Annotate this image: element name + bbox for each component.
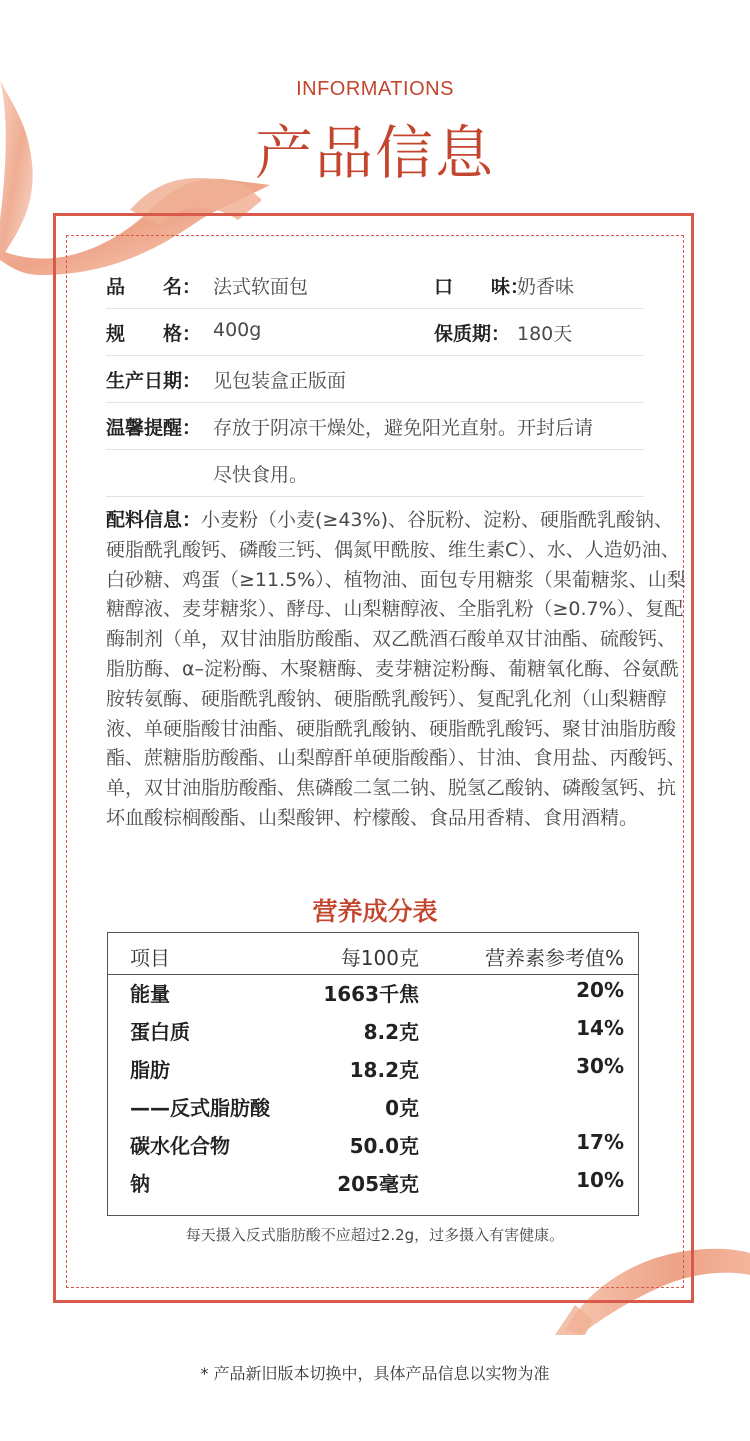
nutrition-table <box>107 932 639 1216</box>
table-row <box>108 1130 638 1168</box>
ingredients-block <box>106 506 686 834</box>
nutrition-table-header <box>108 933 638 975</box>
name-value: 法式软面包 <box>213 276 309 298</box>
shelf-life-value: 180天 <box>517 323 573 345</box>
info-row-name-flavor <box>106 262 644 309</box>
info-row-spec-shelf <box>106 309 644 356</box>
table-row <box>108 1168 638 1206</box>
spec-label: 规 格： <box>106 323 202 345</box>
row-per100g: 205毫克 <box>337 1172 419 1196</box>
row-nrv: 14% <box>576 1016 624 1040</box>
header-nrv: 营养素参考值% <box>484 946 624 970</box>
tip-label: 温馨提醒： <box>106 417 202 439</box>
row-per100g: 18.2克 <box>349 1058 419 1082</box>
row-per100g: 0克 <box>385 1096 419 1120</box>
tip-value-line2: 尽快食用。 <box>213 464 309 486</box>
info-row-production-date <box>106 356 644 403</box>
row-per100g: 8.2克 <box>363 1020 419 1044</box>
row-item: 钠 <box>130 1172 150 1196</box>
table-row <box>108 1054 638 1092</box>
row-per100g: 50.0克 <box>349 1134 419 1158</box>
row-item: 能量 <box>130 982 170 1006</box>
spec-value: 400g <box>213 319 262 341</box>
section-title: 产品信息 <box>254 119 495 187</box>
trans-fat-note: 每天摄入反式脂肪酸不应超过2.2g，过多摄入有害健康。 <box>185 1226 565 1244</box>
info-row-tip-continued <box>106 450 644 497</box>
name-label: 品 名： <box>106 276 202 298</box>
production-date-value: 见包装盒正版面 <box>213 370 347 392</box>
row-nrv: 17% <box>576 1130 624 1154</box>
header-per100g: 每100克 <box>340 946 419 970</box>
row-item: 碳水化合物 <box>130 1134 230 1158</box>
ingredients-text: 小麦粉（小麦(≥43%)、谷朊粉、淀粉、硬脂酰乳酸钠、硬脂酰乳酸钙、磷酸三钙、偶氮甲酰胺、维生素C）、水、人造奶油、白砂糖、鸡蛋（≥11.5%）、植物油、面包专用糖浆（果葡糖浆、山梨糖醇液、麦芽糖浆）、酵母、山梨糖醇液、全脂乳粉（≥0.7%）、复配酶制剂（单，双甘油脂肪酸酯、双乙酰酒石酸单双甘油酯、硫酸钙、脂肪酶、α–淀粉酶、木聚糖酶、麦芽糖淀粉酶、葡糖氧化酶、谷氨酰胺转氨酶、硬脂酰乳酸钠、硬脂酰乳酸钙）、复配乳化剂（山梨糖醇液、单硬脂酸甘油酯、硬脂酰乳酸钠、硬脂酰乳酸钙、聚甘油脂肪酸酯、蔗糖脂肪酸酯、山梨醇酐单硬脂酸酯）、甘油、食用盐、丙酸钙、单，双甘油脂肪酸酯、焦磷酸二氢二钠、脱氢乙酸钠、磷酸氢钙、抗坏血酸棕榈酸酯、山梨酸钾、柠檬酸、食品用香精、食用酒精。 <box>106 509 686 829</box>
flavor-value: 奶香味 <box>517 276 575 298</box>
table-row <box>108 1016 638 1054</box>
row-nrv: 30% <box>576 1054 624 1078</box>
info-row-tip <box>106 403 644 450</box>
row-item: 蛋白质 <box>130 1020 190 1044</box>
table-row <box>108 978 638 1016</box>
table-row <box>108 1092 638 1130</box>
production-date-label: 生产日期： <box>106 370 202 392</box>
shelf-life-label: 保质期： <box>434 323 511 345</box>
row-nrv: 10% <box>576 1168 624 1192</box>
header-item: 项目 <box>130 946 170 970</box>
row-per100g: 1663千焦 <box>323 982 419 1006</box>
english-section-title: INFORMATIONS <box>296 78 454 100</box>
row-nrv: 20% <box>576 978 624 1002</box>
footer-disclaimer: * 产品新旧版本切换中，具体产品信息以实物为准 <box>200 1364 550 1383</box>
nutrition-table-title: 营养成分表 <box>312 897 438 926</box>
tip-value-line1: 存放于阴凉干燥处，避免阳光直射。开封后请 <box>213 417 594 439</box>
row-item: 脂肪 <box>130 1058 170 1082</box>
flavor-label: 口 味： <box>434 276 530 298</box>
row-item: ——反式脂肪酸 <box>130 1096 270 1120</box>
ingredients-label: 配料信息： <box>106 509 202 531</box>
